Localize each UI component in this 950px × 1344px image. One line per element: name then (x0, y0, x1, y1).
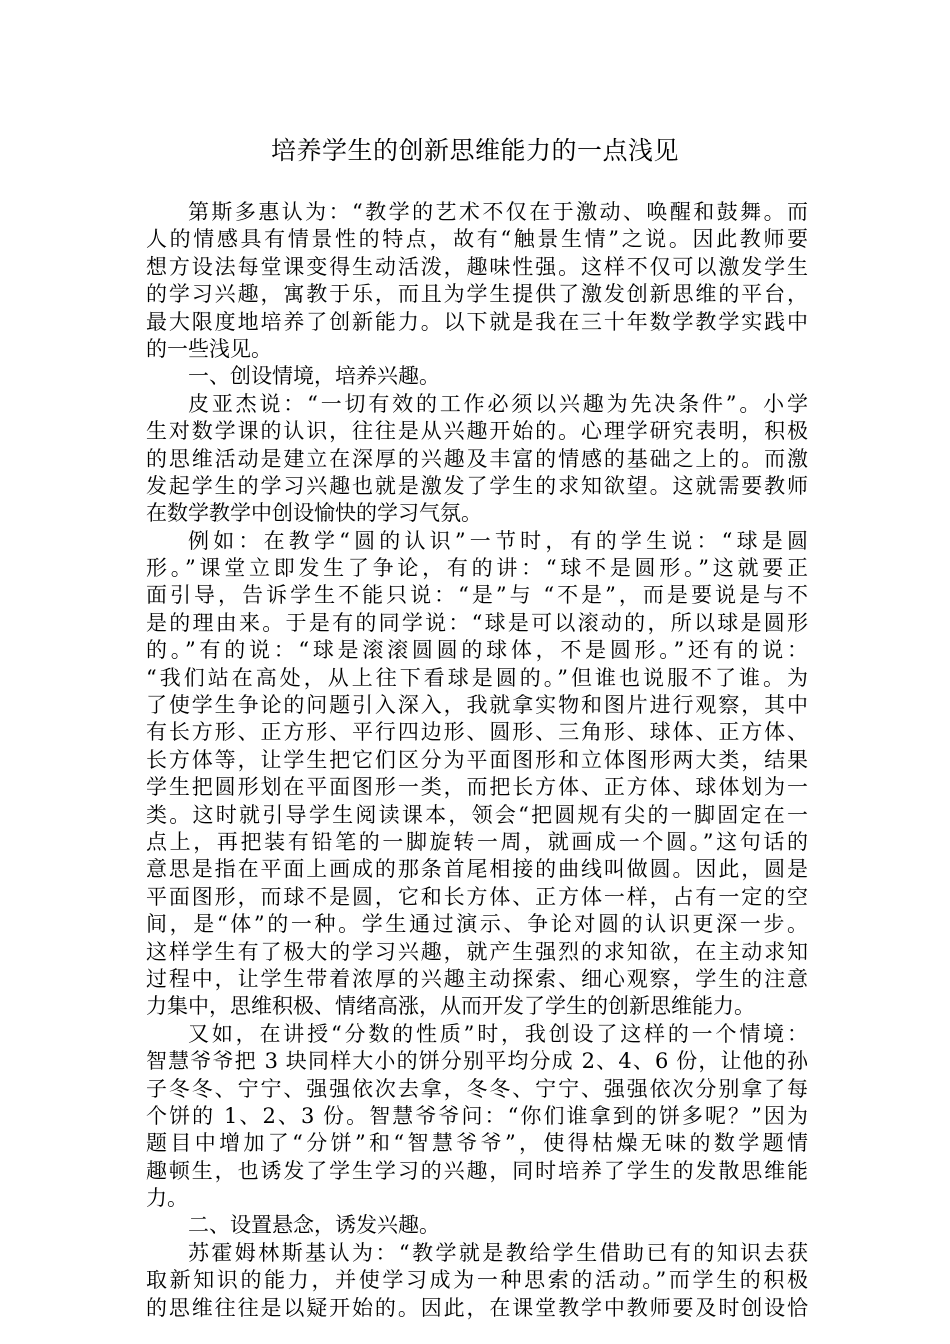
text-line: 的学习兴趣，寓教于乐，而且为学生提供了激发创新思维的平台， (146, 282, 808, 307)
text-line: 一、创设情境，培养兴趣。 (188, 364, 440, 389)
text-line: 最大限度地培养了创新能力。以下就是我在三十年数学教学实践中 (146, 309, 808, 334)
text-line: 智慧爷爷把 3 块同样大小的饼分别平均分成 2、4、6 份，让他的孙 (146, 1049, 808, 1074)
text-line: 间，是“体”的一种。学生通过演示、争论对圆的认识更深一步。 (146, 912, 808, 937)
text-line: 又如，在讲授“分数的性质”时，我创设了这样的一个情境： (188, 1021, 808, 1046)
text-line: 例如：在教学“圆的认识”一节时，有的学生说：“球是圆 (188, 528, 808, 553)
text-line: 力集中，思维积极、情绪高涨，从而开发了学生的创新思维能力。 (146, 994, 755, 1019)
document-title: 培养学生的创新思维能力的一点浅见 (270, 136, 679, 165)
document-body (146, 199, 808, 1322)
text-line: 的思维活动是建立在深厚的兴趣及丰富的情感的基础之上的。而激 (146, 446, 808, 471)
text-line: 是的理由来。于是有的同学说：“球是可以滚动的，所以球是圆形 (146, 610, 808, 635)
text-line: 学生把圆形划在平面图形一类，而把长方体、正方体、球体划为一 (146, 775, 808, 800)
text-line: 点上，再把装有铅笔的一脚旋转一周，就画成一个圆。”这句话的 (146, 829, 808, 854)
text-line: 人的情感具有情景性的特点，故有“触景生情”之说。因此教师要 (146, 227, 808, 252)
text-line: 在数学教学中创设愉快的学习气氛。 (146, 501, 482, 526)
text-line: 的一些浅见。 (146, 336, 272, 361)
text-line: 苏霍姆林斯基认为：“教学就是教给学生借助已有的知识去获 (188, 1240, 808, 1265)
text-line: 有长方形、正方形、平行四边形、圆形、三角形、球体、正方体、 (146, 720, 808, 745)
text-line: 平面图形，而球不是圆，它和长方体、正方体一样，占有一定的空 (146, 884, 808, 909)
text-line: 的。”有的说：“球是滚滚圆圆的球体，不是圆形。”还有的说： (146, 638, 808, 663)
text-line: 长方体等，让学生把它们区分为平面图形和立体图形两大类，结果 (146, 747, 808, 772)
text-line: 第斯多惠认为：“教学的艺术不仅在于激动、唤醒和鼓舞。而 (188, 200, 808, 224)
text-line: 力。 (146, 1186, 188, 1211)
text-line: 类。这时就引导学生阅读课本，领会“把圆规有尖的一脚固定在一 (146, 802, 808, 827)
text-line: 过程中，让学生带着浓厚的兴趣主动探索、细心观察，学生的注意 (146, 966, 808, 991)
text-line: 生对数学课的认识，往往是从兴趣开始的。心理学研究表明，积极 (146, 419, 808, 444)
text-line: 面引导，告诉学生不能只说：“是”与 “不是”，而是要说是与不 (146, 583, 808, 608)
text-line: 二、设置悬念，诱发兴趣。 (188, 1213, 440, 1238)
text-line: 个饼的 1、2、3 份。智慧爷爷问：“你们谁拿到的饼多呢？”因为 (146, 1103, 808, 1128)
text-line: 想方设法每堂课变得生动活泼，趣味性强。这样不仅可以激发学生 (146, 254, 808, 279)
text-line: 子冬冬、宁宁、强强依次去拿，冬冬、宁宁、强强依次分别拿了每 (146, 1076, 808, 1101)
text-line: 皮亚杰说：“一切有效的工作必须以兴趣为先决条件”。小学 (188, 391, 808, 416)
text-line: “我们站在高处，从上往下看球是圆的。”但谁也说服不了谁。为 (146, 665, 808, 690)
text-line: 趣顿生，也诱发了学生学习的兴趣，同时培养了学生的发散思维能 (146, 1158, 808, 1183)
text-line: 这样学生有了极大的学习兴趣，就产生强烈的求知欲，在主动求知 (146, 939, 808, 964)
text-line: 意思是指在平面上画成的那条首尾相接的曲线叫做圆。因此，圆是 (146, 857, 808, 882)
text-line: 了使学生争论的问题引入深入，我就拿实物和图片进行观察，其中 (146, 693, 808, 718)
text-line: 形。”课堂立即发生了争论，有的讲：“球不是圆形。”这就要正 (146, 556, 808, 581)
text-line: 发起学生的学习兴趣也就是激发了学生的求知欲望。这就需要教师 (146, 473, 808, 498)
text-line: 题目中增加了“分饼”和“智慧爷爷”，使得枯燥无味的数学题情 (146, 1131, 808, 1156)
text-line: 的思维往往是以疑开始的。因此，在课堂教学中教师要及时创设恰 (146, 1295, 808, 1320)
text-line: 取新知识的能力，并使学习成为一种思索的活动。”而学生的积极 (146, 1268, 808, 1293)
